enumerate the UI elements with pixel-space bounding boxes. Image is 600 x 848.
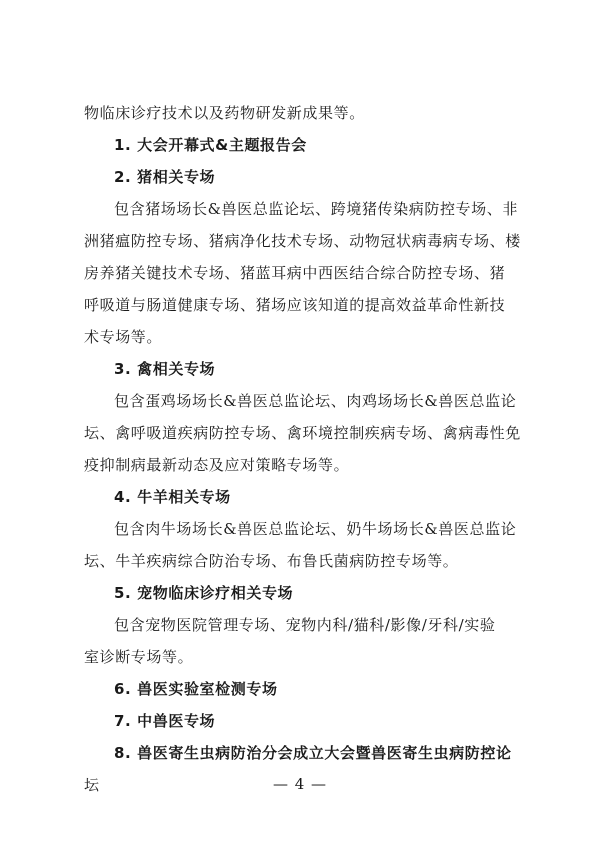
text-line: 包含猪场场长&兽医总监论坛、跨境猪传染病防控专场、非 [114,200,518,218]
page-number: — 4 — [272,775,328,793]
section-heading-8: 8. 兽医寄生虫病防治分会成立大会暨兽医寄生虫病防控论 [114,744,512,762]
text-line: 包含肉牛场场长&兽医总监论坛、奶牛场场长&兽医总监论 [114,520,517,538]
text-line: 包含蛋鸡场场长&兽医总监论坛、肉鸡场场长&兽医总监论 [114,392,517,410]
text-line: 室诊断专场等。 [84,648,194,666]
section-heading-2: 2. 猪相关专场 [114,168,216,186]
section-heading-4: 4. 牛羊相关专场 [114,488,231,506]
text-line: 房养猪关键技术专场、猪蓝耳病中西医结合综合防控专场、猪 [84,264,506,282]
text-line: 坛、牛羊疾病综合防治专场、布鲁氏菌病防控专场等。 [84,552,459,570]
text-line: 呼吸道与肠道健康专场、猪场应该知道的提高效益革命性新技 [84,296,506,314]
text-line: 洲猪瘟防控专场、猪病净化技术专场、动物冠状病毒病专场、楼 [84,232,521,250]
text-line: 物临床诊疗技术以及药物研发新成果等。 [84,104,365,122]
section-heading-1: 1. 大会开幕式&主题报告会 [114,136,307,154]
document-body [84,97,524,801]
section-heading-5: 5. 宠物临床诊疗相关专场 [114,584,294,602]
text-line: 坛、禽呼吸道疾病防控专场、禽环境控制疾病专场、禽病毒性免 [84,424,521,442]
text-line: 术专场等。 [84,328,163,346]
text-line: 疫抑制病最新动态及应对策略专场等。 [84,456,350,474]
section-heading-7: 7. 中兽医专场 [114,712,216,730]
text-line: 包含宠物医院管理专场、宠物内科/猫科/影像/牙科/实验 [114,616,496,634]
section-heading-6: 6. 兽医实验室检测专场 [114,680,278,698]
section-heading-3: 3. 禽相关专场 [114,360,216,378]
text-line: 坛 [84,776,100,794]
